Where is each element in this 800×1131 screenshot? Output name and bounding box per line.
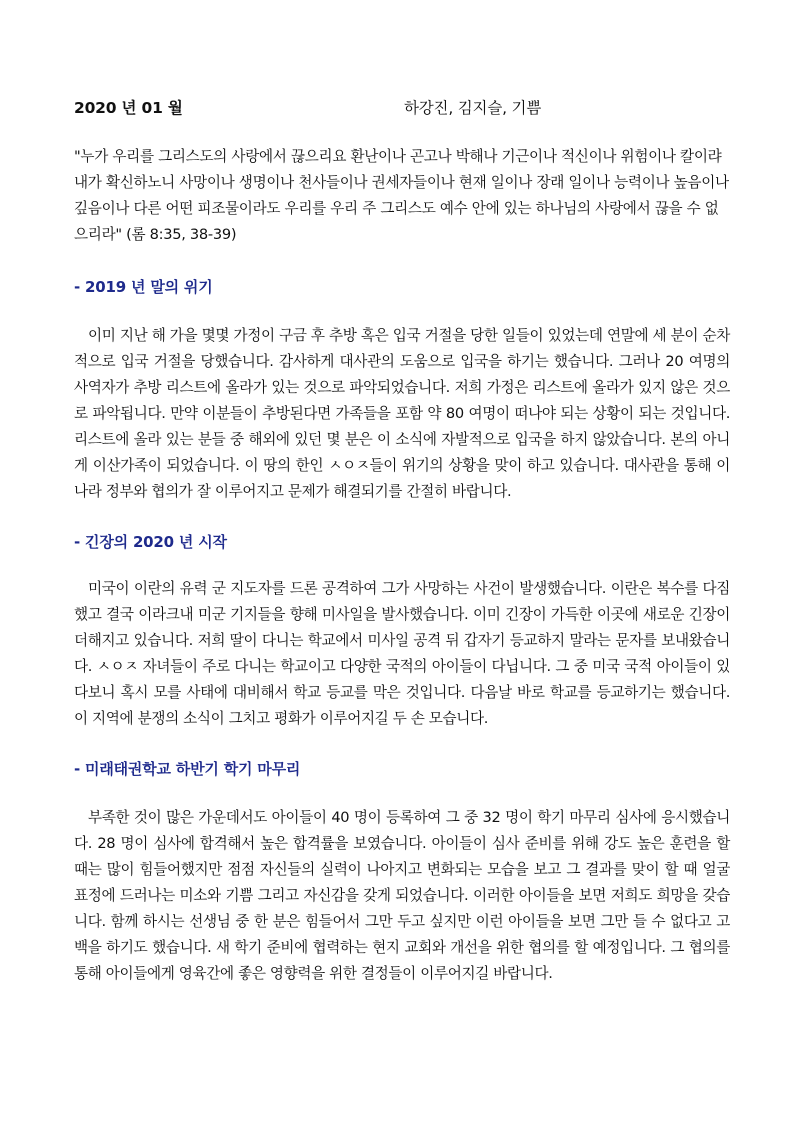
section-body-2020-tension: 미국이 이란의 유력 군 지도자를 드론 공격하여 그가 사망하는 사건이 발생했습니다. 이란은 복수를 다짐했고 결국 이라크내 미군 기지들을 향해 미사일을 발사했습니다. 이미 긴장이 가득한 이곳에 새로운 긴장이 더해지고 있습니다. 저희 딸이 다니는 학교에서 미사일 공격 뒤 갑자기 등교하지 말라는 문자를 보내왔습니다. ㅅㅇㅈ 자녀들이 주로 다니는 학교이고 다양한 국적의 아이들이 다닙니다. 그 중 미국 국적 아이들이 있다보니 혹시 모를 사태에 대비해서 학교 등교를 막은 것입니다. 다음날 바로 학교를 등교하기는 했습니다. 이 지역에 분쟁의 소식이 그치고 평화가 이루어지길 두 손 모습니다. <box>74 580 730 727</box>
letter-header <box>74 96 730 120</box>
document-page <box>74 96 730 987</box>
letter-date: 2020 년 01 월 <box>74 99 183 117</box>
scripture-verse: "누가 우리를 그리스도의 사랑에서 끊으리요 환난이나 곤고나 박해나 기근이나 적신이나 위험이나 칼이랴 내가 확신하노니 사망이나 생명이나 천사들이나 권세자들이나 현재 일이나 장래 일이나 능력이나 높음이나 깊음이나 다른 어떤 피조물이라도 우리를 우리 주 그리스도 예수 안에 있는 하나님의 사랑에서 끊을 수 없으리라" (롬 8:35, 38-39) <box>74 148 729 243</box>
section-body-2019-crisis: 이미 지난 해 가을 몇몇 가정이 구금 후 추방 혹은 입국 거절을 당한 일들이 있었는데 연말에 세 분이 순차적으로 입국 거절을 당했습니다. 감사하게 대사관의 도움으로 입국을 하기는 했습니다. 그러나 20 여명의 사역자가 추방 리스트에 올라가 있는 것으로 파악되었습니다. 저희 가정은 리스트에 올라가 있지 않은 것으로 파악됩니다. 만약 이분들이 추방된다면 가족들을 포함 약 80 여명이 떠나야 되는 상황이 되는 것입니다. 리스트에 올라 있는 분들 중 해외에 있던 몇 분은 이 소식에 자발적으로 입국을 하지 않았습니다. 본의 아니게 이산가족이 되었습니다. 이 땅의 한인 ㅅㅇㅈ들이 위기의 상황을 맞이 하고 있습니다. 대사관을 통해 이 나라 정부와 협의가 잘 이루어지고 문제가 해결되기를 간절히 바랍니다. <box>74 327 730 500</box>
section-heading-2020-tension: - 긴장의 2020 년 시작 <box>74 533 227 551</box>
section-heading-2019-crisis: - 2019 년 말의 위기 <box>74 278 213 296</box>
letter-authors: 하강진, 김지슬, 기쁨 <box>404 99 542 117</box>
section-heading-taekwondo-school: - 미래태권학교 하반기 학기 마무리 <box>74 760 301 778</box>
section-body-taekwondo-school: 부족한 것이 많은 가운데서도 아이들이 40 명이 등록하여 그 중 32 명이 학기 마무리 심사에 응시했습니다. 28 명이 심사에 합격해서 높은 합격률을 보였습니다. 아이들이 심사 준비를 위해 강도 높은 훈련을 할 때는 많이 힘들어했지만 점점 자신들의 실력이 나아지고 변화되는 모습을 보고 그 결과를 맞이 할 때 얼굴 표정에 드러나는 미소와 기쁨 그리고 자신감을 갖게 되었습니다. 이러한 아이들을 보면 저희도 희망을 갖습니다. 함께 하시는 선생님 중 한 분은 힘들어서 그만 두고 싶지만 이런 아이들을 보면 그만 들 수 없다고 고백을 하기도 했습니다. 새 학기 준비에 협력하는 현지 교회와 개선을 위한 협의를 할 예정입니다. 그 협의를 통해 아이들에게 영육간에 좋은 영향력을 위한 결정들이 이루어지길 바랍니다. <box>74 809 730 982</box>
